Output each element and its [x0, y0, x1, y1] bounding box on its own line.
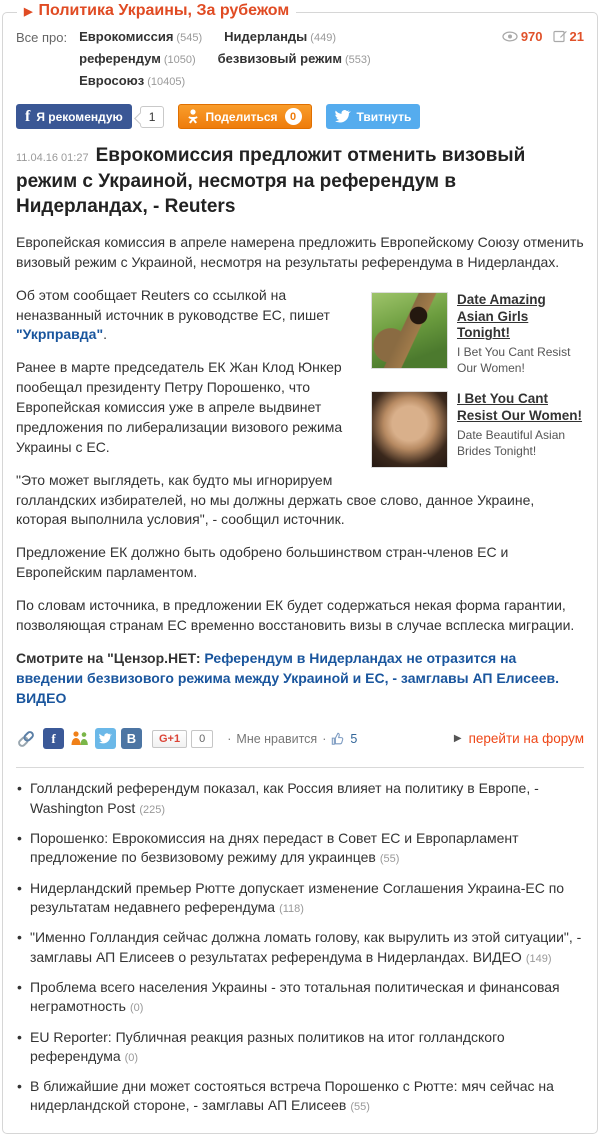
gplus-widget — [152, 730, 213, 748]
article-body — [16, 233, 584, 709]
forum-arrow-icon: ▶ — [453, 733, 462, 745]
related-item-6[interactable]: • EU Reporter: Публичная реакция разных политиков на итог голландского референдума (0) — [16, 1028, 584, 1067]
paragraph-6: По словам источника, в предложении ЕК будет содержаться некая форма гарантии, позволяющая странам ЕС временно восстановить визы в случае всплеска миграции. — [16, 597, 575, 633]
section-frame — [2, 2, 598, 1134]
facebook-like-widget — [16, 104, 164, 129]
ad-image-asian-bride-portrait[interactable] — [371, 391, 448, 468]
moimir-people-icon[interactable] — [69, 728, 90, 749]
paragraph-2: Об этом сообщает Reuters со ссылкой на неназванный источник в руководстве ЕС, пишет "Укрправда". — [16, 286, 330, 343]
odnoklassniki-share-count: 0 — [285, 108, 302, 125]
like-count: 5 — [350, 731, 358, 746]
comments-count: 21 — [569, 29, 584, 44]
tags-list — [79, 29, 469, 88]
ad-item-1[interactable] — [371, 292, 584, 377]
ad-title-link[interactable]: Date Amazing Asian Girls Tonight! — [457, 291, 546, 341]
see-also-block: Смотрите на "Цензор.НЕТ: Референдум в Нидерландах не отразится на введении безвизового режима между Украиной и ЕС, - замглавы АП Елисеев. ВИДЕО — [16, 649, 560, 706]
section-header — [17, 2, 296, 20]
like-label[interactable]: Мне нравится — [236, 731, 318, 746]
paragraph-1: Европейская комиссия в апреле намерена предложить Европейскому Союзу отменить визовый режим с Украиной, несмотря на результаты референдума в Нидерландах. — [16, 233, 584, 270]
like-zone: · Мне нравится · 5 — [227, 731, 358, 746]
ads-block — [371, 292, 584, 484]
ukrpravda-link[interactable]: "Укрправда" — [16, 326, 104, 343]
facebook-like-count: 1 — [140, 106, 165, 128]
related-item-2[interactable]: • Порошенко: Еврокомиссия на днях передаст в Совет ЕС и Европарламент предложение по безвизовому режиму для украинцев (55) — [16, 829, 584, 868]
paragraph-4: "Это может выглядеть, как будто мы игнорируем голландских избирателей, но мы должны держать свое слово, данное Украине, которая выполнила условия", - сообщил источник. — [16, 471, 535, 528]
go-to-forum-link[interactable]: ▶ перейти на форум — [453, 731, 584, 747]
tags-row — [16, 29, 584, 88]
views-stat — [502, 29, 543, 44]
permalink-icon[interactable] — [16, 729, 36, 749]
social-icons-row — [16, 728, 584, 749]
divider — [16, 767, 584, 768]
comments-icon — [553, 30, 567, 43]
related-item-5[interactable]: • Проблема всего населения Украины - это тотальная политическая и финансовая неграмотность (0) — [16, 978, 584, 1017]
ad-title-link[interactable]: I Bet You Cant Resist Our Women! — [457, 391, 583, 424]
article-title: 11.04.16 01:27 Еврокомиссия предложит отменить визовый режим с Украиной, несмотря на референдум в Нидерландах, - Reuters — [16, 145, 526, 218]
gplus-button[interactable]: G+1 — [152, 730, 187, 748]
paragraph-3: Ранее в марте председатель ЕК Жан Клод Юнкер пообещал президенту Петру Порошенко, что Европейская комиссия уже в апреле выдвинет предложения по либерализации визового режима Украины с ЕС. — [16, 359, 343, 455]
tag-netherlands[interactable]: Нидерланды (449) — [224, 29, 336, 44]
twitter-tweet-button[interactable]: Твитнуть — [326, 104, 421, 129]
ad-item-2[interactable] — [371, 391, 584, 468]
odnoklassniki-share-button[interactable]: Поделиться 0 — [178, 104, 311, 129]
section-title[interactable]: Политика Украины, За рубежом — [38, 2, 290, 19]
see-also-link[interactable]: Референдум в Нидерландах не отразится на введении безвизового режима между Украиной и ЕС, - замглавы АП Елисеев. ВИДЕО — [16, 649, 560, 706]
article-date: 11.04.16 01:27 — [16, 152, 89, 164]
gplus-count: 0 — [191, 730, 213, 748]
ad-text: I Bet You Cant Resist Our Women! — [457, 345, 571, 375]
tag-referendum[interactable]: референдум (1050) — [79, 51, 196, 66]
twitter-share-icon[interactable] — [95, 728, 116, 749]
tag-eu[interactable]: Евросоюз (10405) — [79, 73, 186, 88]
tag-visa-free[interactable]: безвизовый режим (553) — [217, 51, 371, 66]
eye-icon — [502, 31, 518, 42]
twitter-bird-icon — [335, 110, 351, 123]
related-item-1[interactable]: • Голландский референдум показал, как Россия влияет на политику в Европе, - Washington Post (225) — [16, 779, 584, 818]
article-stats — [502, 29, 584, 44]
comments-stat[interactable] — [553, 29, 584, 44]
facebook-share-icon[interactable]: f — [43, 728, 64, 749]
facebook-icon: f — [25, 107, 31, 125]
tags-label: Все про: — [16, 30, 68, 45]
thumb-up-icon[interactable] — [331, 732, 345, 746]
related-item-4[interactable]: • "Именно Голландия сейчас должна ломать голову, как вырулить из этой ситуации", - замглавы АП Елисеев о результатах референдума в Нидерландах. ВИДЕО (149) — [16, 928, 584, 967]
odnoklassniki-icon — [188, 109, 198, 124]
facebook-recommend-button[interactable]: f Я рекомендую — [16, 104, 132, 129]
related-item-7[interactable]: • В ближайшие дни может состояться встреча Порошенко с Рютте: мяч сейчас на нидерландской стороне, - замглавы АП Елисеев (55) — [16, 1077, 584, 1116]
related-item-3[interactable]: • Нидерландский премьер Рютте допускает изменение Соглашения Украина-ЕС по результатам недавнего референдума (118) — [16, 879, 584, 918]
tag-eurocommission[interactable]: Еврокомиссия (545) — [79, 29, 203, 44]
vk-share-icon[interactable]: B — [121, 728, 142, 749]
views-count: 970 — [520, 29, 543, 44]
paragraph-5: Предложение ЕК должно быть одобрено большинством стран-членов ЕС и Европейским парламентом. — [16, 544, 509, 581]
share-buttons-row — [16, 104, 584, 129]
related-news-list — [16, 779, 584, 1115]
ad-text: Date Beautiful Asian Brides Tonight! — [457, 428, 566, 458]
ad-image-asian-girl-outdoors[interactable] — [371, 292, 448, 369]
section-arrow-icon: ▶ — [24, 5, 33, 18]
